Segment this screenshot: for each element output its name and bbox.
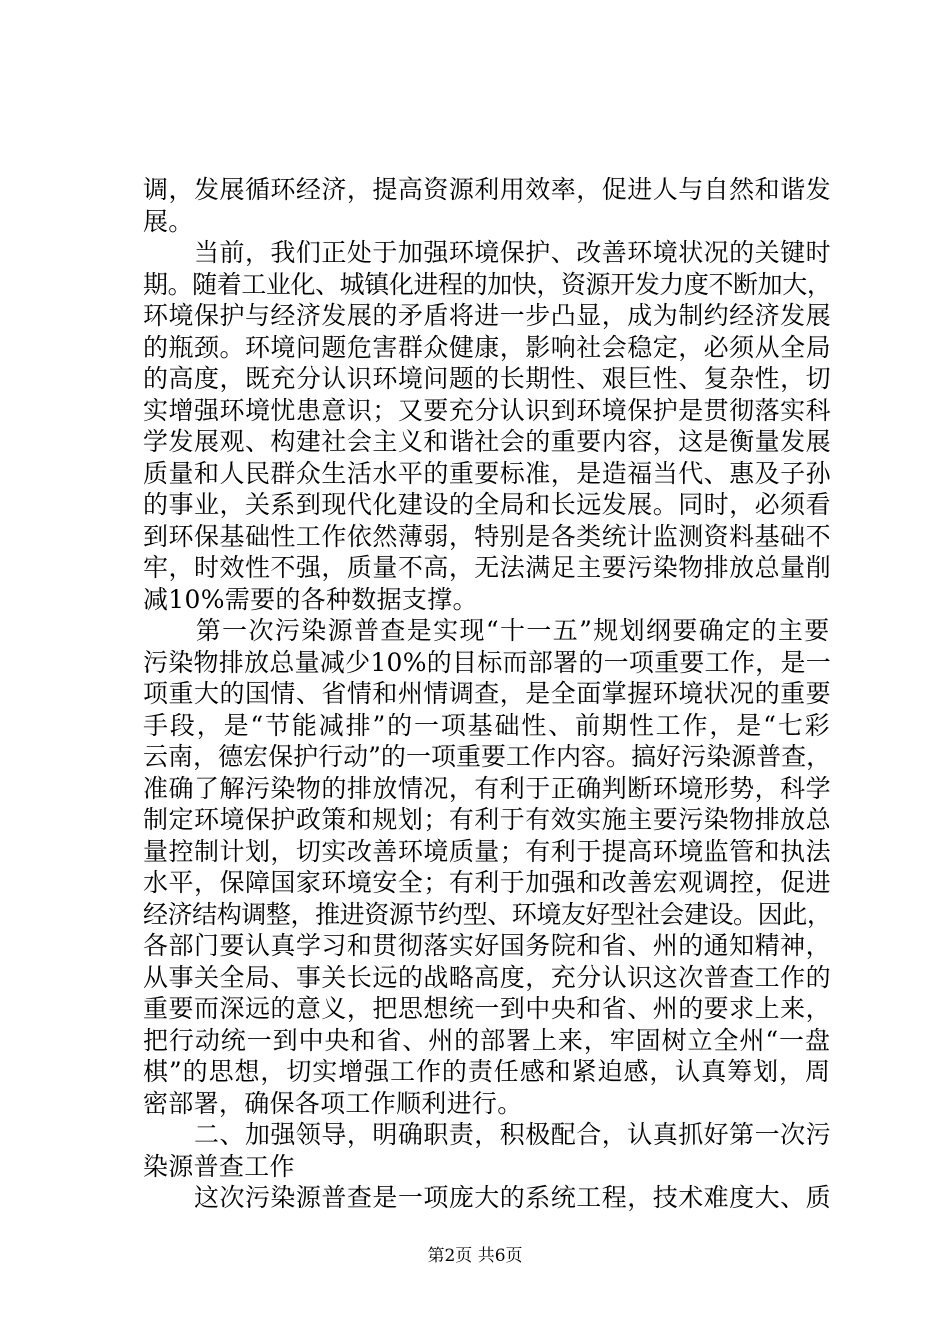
body-text [143, 174, 831, 1214]
text-line: 量控制计划，切实改善环境质量；有利于提高环境监管和执法 [143, 836, 832, 866]
text-line: 减10%需要的各种数据支撑。 [143, 584, 478, 614]
text-line: 准确了解污染物的排放情况，有利于正确判断环境形势，科学 [143, 773, 832, 803]
text-line: 的事业，关系到现代化建设的全局和长远发展。同时，必须看 [143, 490, 832, 519]
text-line: 第一次污染源普查是实现“十一五”规划纲要确定的主要 [143, 616, 831, 645]
text-line: 学发展观、构建社会主义和谐社会的重要内容，这是衡量发展 [143, 427, 832, 456]
text-line: 到环保基础性工作依然薄弱，特别是各类统计监测资料基础不 [143, 521, 832, 551]
text-line: 染源普查工作 [143, 1151, 295, 1181]
text-line: 从事关全局、事关长远的战略高度，充分认识这次普查工作的 [143, 962, 832, 992]
text-line: 密部署，确保各项工作顺利进行。 [143, 1088, 523, 1118]
text-line: 实增强环境忧患意识；又要充分认识到环境保护是贯彻落实科 [143, 395, 832, 425]
text-line: 调，发展循环经济，提高资源利用效率，促进人与自然和谐发 [143, 175, 832, 204]
text-line: 重要而深远的意义，把思想统一到中央和省、州的要求上来， [143, 994, 832, 1023]
text-line: 各部门要认真学习和贯彻落实好国务院和省、州的通知精神， [143, 931, 832, 960]
text-line: 手段，是“节能减排”的一项基础性、前期性工作，是“七彩 [143, 710, 832, 740]
text-line: 云南，德宏保护行动”的一项重要工作内容。搞好污染源普查， [143, 742, 832, 771]
text-line: 棋”的思想，切实增强工作的责任感和紧迫感，认真筹划，周 [143, 1057, 831, 1086]
text-line: 把行动统一到中央和省、州的部署上来，牢固树立全州“一盘 [143, 1025, 831, 1055]
text-line: 二、加强领导，明确职责，积极配合，认真抓好第一次污 [143, 1120, 832, 1149]
text-line: 经济结构调整，推进资源节约型、环境友好型社会建设。因此， [143, 899, 832, 929]
text-line: 项重大的国情、省情和州情调查，是全面掌握环境状况的重要 [143, 679, 832, 708]
text-line: 的高度，既充分认识环境问题的长期性、艰巨性、复杂性，切 [143, 364, 832, 393]
text-line: 质量和人民群众生活水平的重要标准，是造福当代、惠及子孙 [143, 458, 832, 488]
text-line: 牢，时效性不强，质量不高，无法满足主要污染物排放总量削 [143, 553, 832, 582]
text-line: 水平，保障国家环境安全；有利于加强和改善宏观调控，促进 [143, 868, 832, 897]
text-line: 的瓶颈。环境问题危害群众健康，影响社会稳定，必须从全局 [143, 332, 832, 362]
text-line: 当前，我们正处于加强环境保护、改善环境状况的关键时 [143, 238, 832, 267]
text-line: 这次污染源普查是一项庞大的系统工程，技术难度大、质 [143, 1183, 832, 1212]
text-line: 环境保护与经济发展的矛盾将进一步凸显，成为制约经济发展 [143, 301, 832, 330]
text-line: 期。随着工业化、城镇化进程的加快，资源开发力度不断加大， [143, 269, 832, 299]
text-line: 污染物排放总量减少10%的目标而部署的一项重要工作，是一 [143, 647, 831, 677]
text-line: 展。 [143, 206, 194, 236]
page-footer: 第2页 共6页 [427, 1246, 523, 1266]
text-line: 制定环境保护政策和规划；有利于有效实施主要污染物排放总 [143, 805, 832, 834]
